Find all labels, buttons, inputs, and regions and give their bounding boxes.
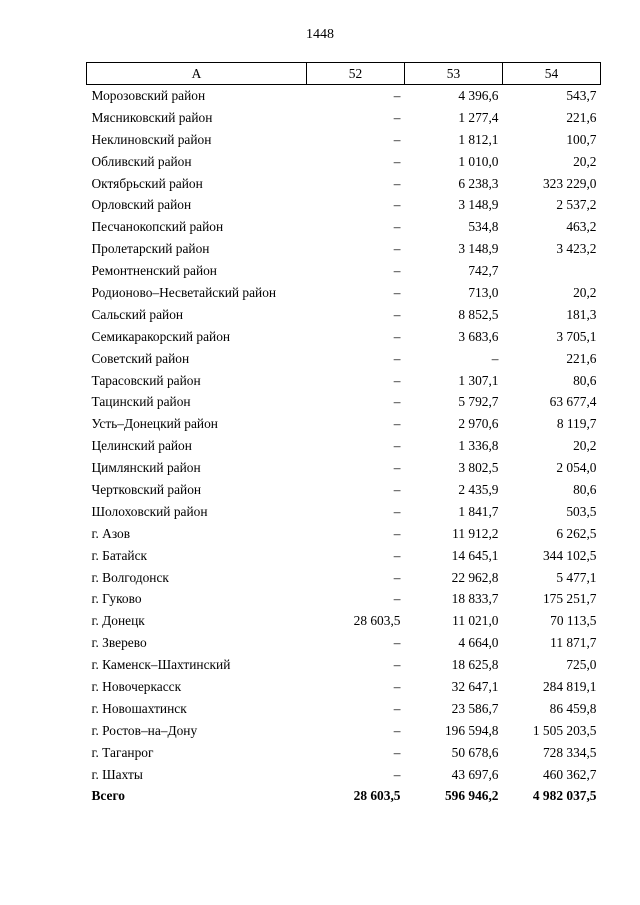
col-52-value: – [393,525,401,541]
table-row [87,391,601,413]
row-name: г. Батайск [91,547,148,563]
table-row [87,260,601,282]
table-row [87,194,601,216]
col-54-value: 725,0 [566,657,597,673]
table-row [87,654,601,676]
table-row [87,129,601,151]
table-row [87,435,601,457]
col-53-value: 1 841,7 [458,503,499,519]
col-53-value: 50 678,6 [451,744,499,760]
col-52-value: – [393,547,401,563]
col-54-value: 2 054,0 [556,460,597,476]
row-name: г. Шахты [91,766,143,782]
col-53-value: – [491,350,499,366]
col-53-value: 5 792,7 [458,394,499,410]
table-row [87,413,601,435]
col-52-value: – [393,241,401,257]
table-row [87,698,601,720]
col-53-value: 534,8 [468,219,499,235]
table-row [87,632,601,654]
row-name: г. Каменск–Шахтинский [91,657,231,673]
row-name: Орловский район [91,197,192,213]
col-52-value: – [393,438,401,454]
row-name: Тацинский район [91,394,191,410]
table-row [87,85,601,107]
col-54-value: 284 819,1 [542,678,597,694]
row-name: Родионово–Несветайский район [91,284,277,300]
col-52-value: – [393,328,401,344]
col-54-value: 543,7 [566,87,597,103]
table-row [87,238,601,260]
total-row [87,786,601,808]
row-name: г. Гуково [91,591,142,607]
row-name: Целинский район [91,438,192,454]
col-52-value: – [393,744,401,760]
col-53-value: 4 664,0 [458,635,499,651]
col-52-value: – [393,306,401,322]
col-53-value: 6 238,3 [458,175,499,191]
table-row [87,326,601,348]
col-53-value: 18 833,7 [451,591,499,607]
col-52-value: – [393,460,401,476]
col-53-value: 3 148,9 [458,197,499,213]
table-row [87,151,601,173]
page-number: 1448 [306,27,334,42]
row-name: Советский район [91,350,190,366]
col-54-value: 221,6 [566,109,597,125]
col-53-value: 3 148,9 [458,241,499,257]
col-54-value: 3 423,2 [556,241,597,257]
row-name: г. Волгодонск [91,569,169,585]
col-53-value: 18 625,8 [451,657,499,673]
col-54-value: 175 251,7 [542,591,597,607]
table-row [87,588,601,610]
total-col-52-value: 28 603,5 [353,788,401,804]
table-header-row [87,63,601,85]
row-name: Усть–Донецкий район [91,416,218,432]
col-54-value: 460 362,7 [542,766,597,782]
col-53-value: 1 307,1 [458,372,499,388]
column-header-54: 54 [503,63,601,85]
total-label: Всего [91,788,125,804]
col-54-value: 8 119,7 [556,416,597,432]
col-52-value: – [393,153,401,169]
col-53-value: 742,7 [468,263,499,279]
row-name: г. Ростов–на–Дону [91,722,198,738]
table-row [87,545,601,567]
col-54-value: 80,6 [573,481,597,497]
col-54-value: 20,2 [573,153,597,169]
row-name: г. Новочеркасск [91,678,182,694]
table-row [87,457,601,479]
col-53-value: 4 396,6 [458,87,499,103]
col-54-value: 6 262,5 [556,525,597,541]
col-53-value: 11 912,2 [452,525,499,541]
col-54-value: 20,2 [573,284,597,300]
col-54-value: 3 705,1 [556,328,597,344]
col-54-value: 5 477,1 [556,569,597,585]
table-row [87,479,601,501]
col-52-value: – [393,700,401,716]
row-name: Пролетарский район [91,241,210,257]
col-52-value: – [393,722,401,738]
col-52-value: – [393,394,401,410]
table-row [87,501,601,523]
column-header-52: 52 [307,63,405,85]
table-row [87,216,601,238]
row-name: Чертковский район [91,481,202,497]
col-52-value: – [393,416,401,432]
col-53-value: 2 435,9 [458,481,499,497]
col-53-value: 1 277,4 [458,109,499,125]
col-53-value: 1 812,1 [458,131,499,147]
col-53-value: 1 336,8 [458,438,499,454]
col-53-value: 32 647,1 [451,678,499,694]
row-name: Песчанокопский район [91,219,224,235]
col-54-value: 70 113,5 [550,613,597,629]
table-row [87,610,601,632]
col-53-value: 1 010,0 [458,153,499,169]
col-54-value: 463,2 [566,219,597,235]
col-53-value: 713,0 [468,284,499,300]
row-name: Морозовский район [91,87,206,103]
col-52-value: – [393,175,401,191]
col-54-value: 80,6 [573,372,597,388]
col-54-value: 728 334,5 [542,744,597,760]
col-52-value: – [393,87,401,103]
col-54-value: 100,7 [566,131,597,147]
table-row [87,173,601,195]
col-52-value: – [393,678,401,694]
table-body [87,85,601,808]
col-53-value: 22 962,8 [451,569,499,585]
row-name: Цимлянский район [91,460,201,476]
col-53-value: 11 021,0 [452,613,499,629]
col-53-value: 43 697,6 [451,766,499,782]
col-52-value: – [393,131,401,147]
col-52-value: – [393,481,401,497]
col-52-value: – [393,372,401,388]
col-52-value: – [393,569,401,585]
col-52-value: – [393,109,401,125]
col-52-value: – [393,635,401,651]
data-table [86,62,601,807]
col-54-value: 323 229,0 [542,175,597,191]
col-52-value: – [393,284,401,300]
col-53-value: 23 586,7 [451,700,499,716]
row-name: г. Зверево [91,635,147,651]
col-54-value: 2 537,2 [556,197,597,213]
col-53-value: 2 970,6 [458,416,499,432]
col-52-value: – [393,503,401,519]
col-53-value: 14 645,1 [451,547,499,563]
col-52-value: – [393,657,401,673]
table-row [87,304,601,326]
col-53-value: 8 852,5 [458,306,499,322]
col-52-value: – [393,766,401,782]
col-54-value: 221,6 [566,350,597,366]
table-row [87,107,601,129]
row-name: г. Донецк [91,613,145,629]
row-name: г. Азов [91,525,131,541]
column-header-a: А [87,63,307,85]
table-row [87,567,601,589]
col-54-value: 20,2 [573,438,597,454]
col-54-value: 63 677,4 [549,394,597,410]
table-row [87,523,601,545]
col-54-value: 11 871,7 [550,635,597,651]
col-54-value: 1 505 203,5 [532,722,597,738]
table-row [87,742,601,764]
row-name: Октябрьский район [91,175,203,191]
col-54-value: 503,5 [566,503,597,519]
table-row [87,720,601,742]
total-col-53-value: 596 946,2 [444,788,499,804]
col-54-value: 344 102,5 [542,547,597,563]
column-header-53: 53 [405,63,503,85]
col-53-value: 196 594,8 [444,722,499,738]
total-col-54-value: 4 982 037,5 [532,788,597,804]
row-name: Сальский район [91,306,184,322]
row-name: Мясниковский район [91,109,213,125]
row-name: г. Новошахтинск [91,700,187,716]
col-52-value: – [393,197,401,213]
col-52-value: – [393,219,401,235]
row-name: Обливский район [91,153,192,169]
row-name: Тарасовский район [91,372,201,388]
table-row [87,282,601,304]
col-54-value: 86 459,8 [549,700,597,716]
col-52-value: – [393,591,401,607]
table-row [87,676,601,698]
row-name: Семикаракорский район [91,328,231,344]
table-row [87,348,601,370]
row-name: Шолоховский район [91,503,208,519]
col-53-value: 3 802,5 [458,460,499,476]
row-name: г. Таганрог [91,744,154,760]
table-row [87,370,601,392]
col-53-value: 3 683,6 [458,328,499,344]
col-54-value [503,260,601,282]
col-52-value: – [393,263,401,279]
col-52-value: 28 603,5 [353,613,401,629]
col-54-value: 181,3 [566,306,597,322]
col-52-value: – [393,350,401,366]
row-name: Ремонтненский район [91,263,217,279]
row-name: Неклиновский район [91,131,212,147]
table-row [87,764,601,786]
